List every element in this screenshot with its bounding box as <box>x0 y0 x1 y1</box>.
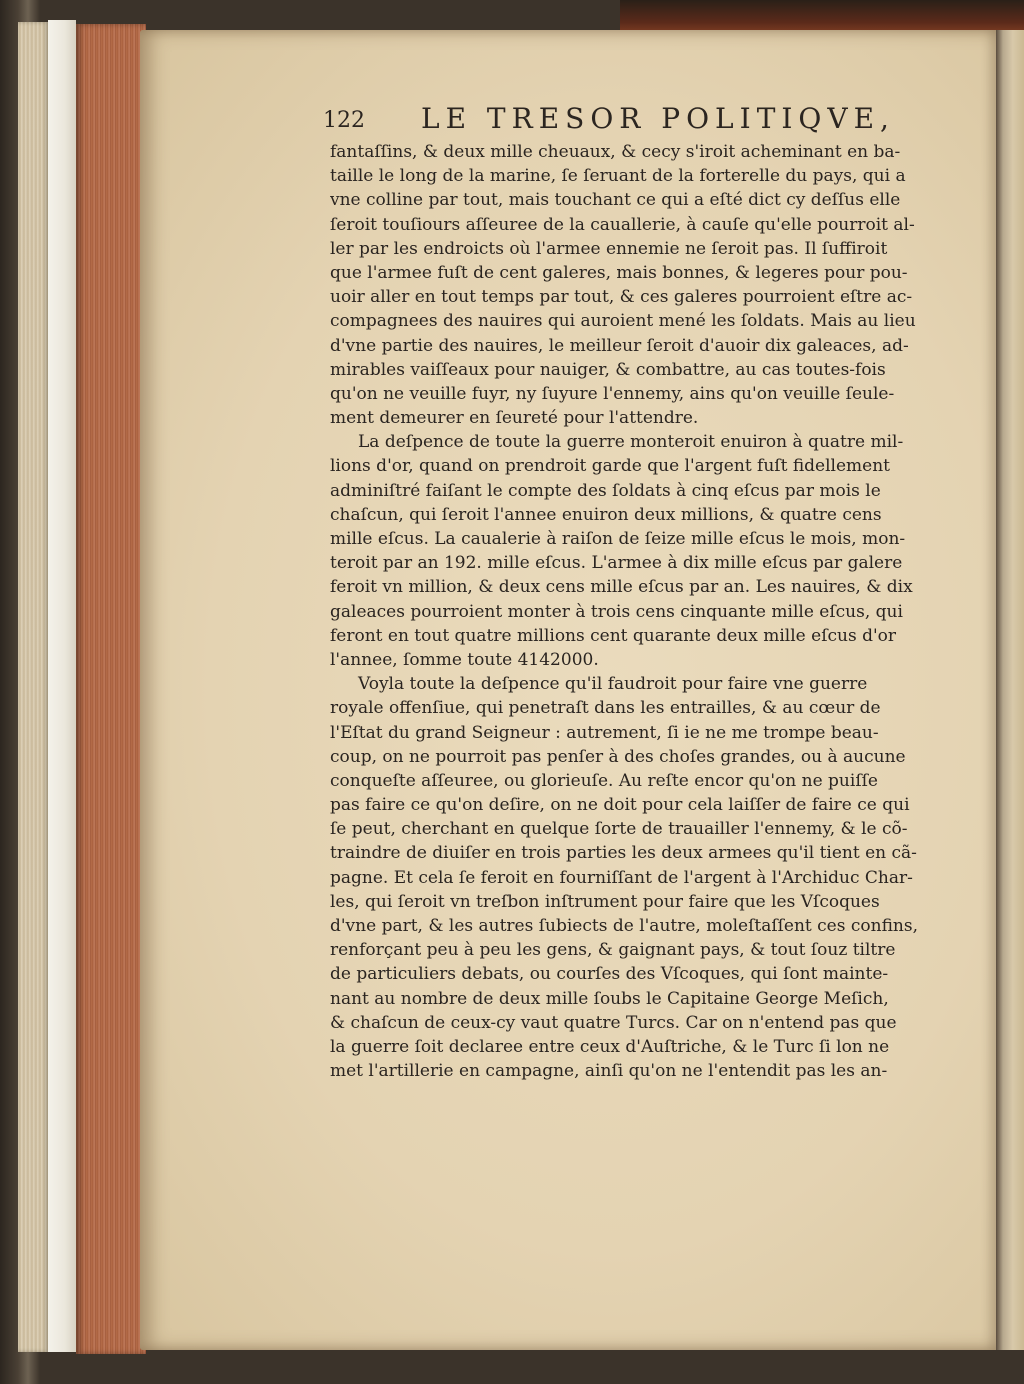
body-text <box>330 140 963 1083</box>
text-line: Voyla toute la deſpence qu'il faudroit pour faire vne guerre <box>358 674 868 695</box>
text-line: nant au nombre de deux mille ſoubs le Capitaine George Meſich, <box>330 988 889 1009</box>
text-line: l'annee, ſomme toute 4142000. <box>330 649 599 670</box>
text-line: conqueſte aſſeuree, ou glorieuſe. Au reſte encor qu'on ne puiſſe <box>330 770 878 791</box>
text-line: mirables vaiſſeaux pour nauiger, & combattre, au cas toutes-fois <box>330 359 886 380</box>
page-number: 122 <box>323 108 365 133</box>
facing-page-edge <box>996 30 1024 1350</box>
text-line: qu'on ne veuille fuyr, ny ſuyure l'ennemy, ains qu'on veuille ſeule- <box>330 383 895 404</box>
text-line: compagnees des nauires qui auroient mené les ſoldats. Mais au lieu <box>330 311 916 332</box>
text-line: les, qui ſeroit vn treſbon inſtrument pour faire que les Vſcoques <box>330 891 880 912</box>
text-line: met l'artillerie en campagne, ainſi qu'on ne l'entendit pas les an- <box>330 1061 888 1082</box>
red-page-edges <box>76 24 146 1354</box>
text-line: pagne. Et cela ſe feroit en fourniſſant de l'argent à l'Archiduc Char- <box>330 867 913 888</box>
text-line: royale offenſiue, qui penetraſt dans les entrailles, & au cœur de <box>330 698 881 719</box>
running-head: LE TRESOR POLITIQVE, <box>421 102 895 135</box>
text-line: feront en tout quatre millions cent quarante deux mille eſcus d'or <box>330 625 897 646</box>
text-line: l'Eſtat du grand Seigneur : autrement, ſi ie ne me trompe beau- <box>330 722 879 743</box>
text-line: fantaſſins, & deux mille cheuaux, & cecy s'iroit acheminant en ba- <box>330 142 901 162</box>
text-line: traindre de diuiſer en trois parties les deux armees qu'il tient en cã- <box>330 843 917 864</box>
text-line: que l'armee fuſt de cent galeres, mais bonnes, & legeres pour pou- <box>330 262 908 283</box>
text-line: teroit par an 192. mille eſcus. L'armee à dix mille eſcus par galere <box>330 553 903 574</box>
text-line: lions d'or, quand on prendroit garde que l'argent fuſt fidellement <box>330 456 890 477</box>
text-line: d'vne part, & les autres ſubiects de l'autre, moleſtaſſent ces confins, <box>330 916 918 936</box>
text-line: coup, on ne pourroit pas penſer à des choſes grandes, ou à aucune <box>330 746 906 767</box>
text-line: d'vne partie des nauires, le meilleur ſeroit d'auoir dix galeaces, ad- <box>330 335 909 356</box>
text-line: adminiſtré faiſant le compte des ſoldats à cinq eſcus par mois le <box>330 480 881 501</box>
text-line: renforçant peu à peu les gens, & gaignant pays, & tout ſouz tiltre <box>330 940 896 961</box>
text-line: & chaſcun de ceux-cy vaut quatre Turcs. Car on n'entend pas que <box>330 1012 897 1033</box>
text-line: ment demeurer en ſeureté pour l'attendre. <box>330 408 699 429</box>
blank-leaf <box>48 20 76 1352</box>
page-header <box>323 100 963 140</box>
text-line: uoir aller en tout temps par tout, & ces galeres pourroient eſtre ac- <box>330 287 913 308</box>
text-line: mille eſcus. La caualerie à raiſon de ſeize mille eſcus le mois, mon- <box>330 529 906 549</box>
text-line: de particuliers debats, ou courſes des Vſcoques, qui ſont mainte- <box>330 964 889 985</box>
binding-shadow <box>620 0 1024 32</box>
text-line: feroit vn million, & deux cens mille eſcus par an. Les nauires, & dix <box>330 577 913 598</box>
text-line: la guerre ſoit declaree entre ceux d'Auſtriche, & le Turc ſi lon ne <box>330 1036 890 1057</box>
text-line: galeaces pourroient monter à trois cens cinquante mille eſcus, qui <box>330 601 903 622</box>
text-line: ſe peut, cherchant en quelque ſorte de trauailler l'ennemy, & le cõ- <box>330 819 908 840</box>
text-line: pas faire ce qu'on deſire, on ne doit pour cela laiſſer de faire ce qui <box>330 795 910 816</box>
text-line: chaſcun, qui ſeroit l'annee enuiron deux millions, & quatre cens <box>330 504 882 525</box>
text-line: ſeroit touſiours aſſeuree de la cauallerie, à cauſe qu'elle pourroit al- <box>330 214 915 235</box>
text-line: La deſpence de toute la guerre monteroit enuiron à quatre mil- <box>358 432 904 453</box>
book-fore-edge <box>18 22 48 1352</box>
text-line: ler par les endroicts où l'armee ennemie ne ſeroit pas. Il ſuffiroit <box>330 238 888 259</box>
text-line: taille le long de la marine, ſe ſeruant de la forterelle du pays, qui a <box>330 166 906 187</box>
text-line: vne colline par tout, mais touchant ce qui a eſté dict cy deſſus elle <box>330 190 901 211</box>
